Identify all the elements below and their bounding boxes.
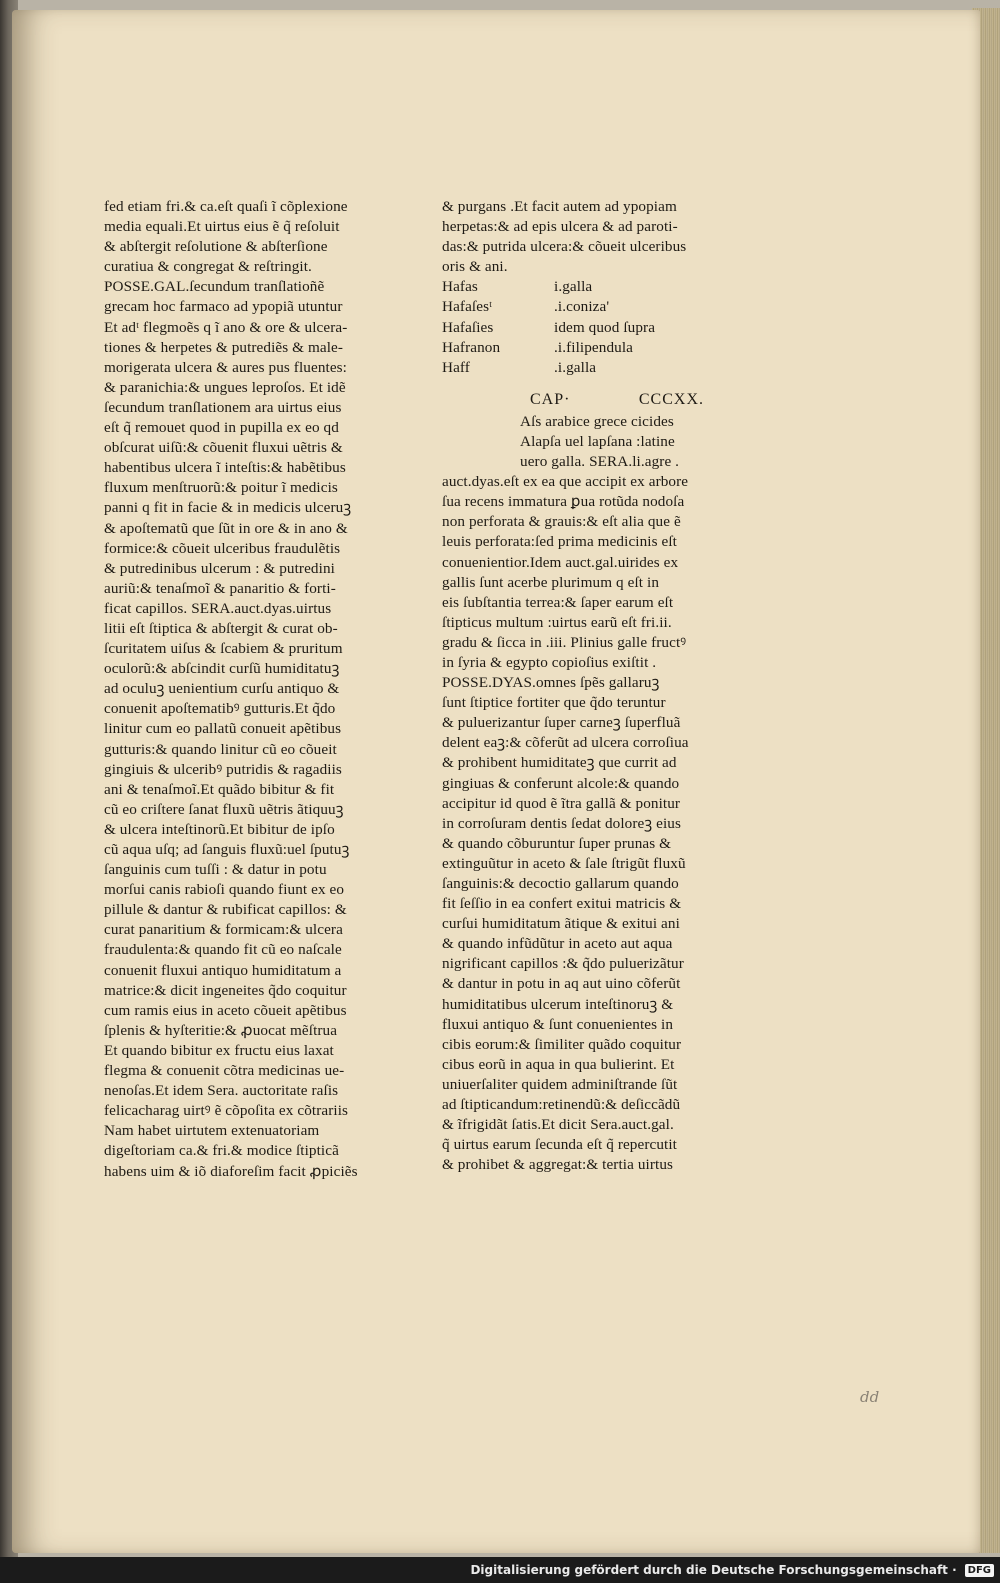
text-line: fit ſeſſio in ea confert exitui matricis &	[442, 895, 682, 913]
text-line: uero galla. SERA.li.agre .	[520, 453, 680, 471]
text-line: matrice:& dicit ingeneites q̃do coquitur	[104, 981, 347, 999]
text-line: fed etiam fri.& ca.eſt quaſi ĩ cõplexione	[104, 198, 348, 215]
text-line: obſcurat uiſũ:& cõuenit fluxui uẽtris &	[104, 439, 343, 457]
chapter-number: CCCXX.	[638, 390, 704, 408]
text-line: cibus eorũ in aqua in qua bulierint. Et	[442, 1055, 675, 1073]
text-line: tiones & herpetes & putrediẽs & male-	[104, 338, 344, 356]
glossary-gloss: .i.filipendula	[554, 338, 634, 356]
text-line: nigrificant capillos :& q̃do puluerizãtur	[442, 955, 684, 973]
text-line: & paranichia:& ungues leproſos. Et idẽ	[104, 378, 346, 396]
text-line: & abſtergit reſolutione & abſterſione	[104, 238, 328, 256]
text-line: ſua recens immatura ꝑua rotũda nodoſa	[442, 493, 685, 511]
glossary-entry	[442, 338, 704, 358]
text-line: ſtipticus multum :uirtus earũ eſt fri.ii.	[442, 613, 672, 631]
text-line: & quando cõburuntur ſuper prunas &	[442, 834, 672, 852]
text-line: curatiua & congregat & reſtringit.	[104, 258, 312, 276]
glossary-gloss: .i.galla	[554, 358, 597, 376]
text-line: curſui humiditatum ãtique & exitui ani	[442, 915, 680, 933]
text-line: & ĩfrigidãt ſatis.Et dicit Sera.auct.gal.	[442, 1116, 674, 1134]
text-line: gingiuis & ulceribꝰ putridis & ragadiis	[104, 760, 342, 778]
glossary-term: Hafas	[442, 278, 478, 296]
text-line: & quando infũdũtur in aceto aut aqua	[442, 935, 673, 953]
text-line: ſplenis & hyſteritie:& ꝓuocat mẽſtrua	[104, 1021, 338, 1039]
text-line: in corroſuram dentis ſedat doloreꝫ eius	[442, 814, 681, 832]
chapter-intro	[520, 412, 704, 472]
dfg-logo: DFG	[965, 1564, 994, 1577]
right-top-paragraph	[442, 197, 704, 277]
text-line: media equali.Et uirtus eius ẽ q̃ reſoluit	[104, 218, 340, 236]
text-line: panni q fit in facie & in medicis ulceruꝫ	[104, 499, 352, 517]
text-line: formice:& cõueit ulceribus fraudulẽtis	[104, 539, 341, 557]
text-line: eis ſubſtantia terrea:& ſaper earum eſt	[442, 593, 674, 611]
text-line: gingiuas & conferunt alcole:& quando	[442, 774, 680, 792]
text-line: uniuerſaliter quidem adminiſtrande ſũt	[442, 1075, 678, 1093]
text-line: oculorũ:& abſcindit curſũ humiditatuꝫ	[104, 660, 340, 678]
text-line: gallis ſunt acerbe plurimum q eſt in	[442, 573, 660, 591]
text-line: ſecundum tranſlationem ara uirtus eius	[104, 398, 342, 416]
text-line: in ſyria & egypto copioſius exiſtit .	[442, 653, 657, 671]
text-line: Nam habet uirtutem extenuatoriam	[104, 1122, 320, 1140]
text-line: das:& putrida ulcera:& cõueit ulceribus	[442, 238, 687, 256]
glossary-term: Haff	[442, 358, 470, 376]
glossary-list	[442, 277, 704, 377]
glossary-entry	[442, 297, 704, 317]
text-line: Et quando bibitur ex fructu eius laxat	[104, 1041, 334, 1059]
text-line: conuenit fluxui antiquo humiditatum a	[104, 961, 342, 979]
chapter-body	[442, 472, 704, 1175]
text-line: habens uim & iõ diaforeſim facit ꝓpiciẽs	[104, 1162, 358, 1180]
text-line: ſunt ſtiptice fortiter que q̃do teruntur	[442, 694, 666, 712]
text-line: & apoſtematũ que ſũt in ore & in ano &	[104, 519, 348, 537]
text-line: auct.dyas.eſt ex ea que accipit ex arbore	[442, 473, 689, 491]
text-line: cũ aqua uſq; ad ſanguis fluxũ:uel ſputuꝫ	[104, 841, 350, 858]
text-line: grecam hoc farmaco ad ypopiã utuntur	[104, 298, 343, 316]
text-line: curat panaritium & formicam:& ulcera	[104, 921, 343, 939]
text-line: pillule & dantur & rubificat capillos: &	[104, 901, 347, 919]
text-line: morſui canis rabioſi quando fiunt ex eo	[104, 881, 345, 899]
text-line: POSSE.DYAS.omnes ſpẽs gallaruꝫ	[442, 674, 660, 692]
footer-credit: Digitalisierung gefördert durch die Deutsche Forschungsgemeinschaft ·	[470, 1563, 957, 1577]
glossary-term: Hafaſies	[442, 318, 494, 336]
text-line: fraudulenta:& quando fit cũ eo naſcale	[104, 941, 342, 959]
glossary-term: Hafaſesᵗ	[442, 298, 493, 316]
text-line: gradu & ſicca in .iii. Plinius galle fructꝰ	[442, 633, 687, 651]
text-line: & ulcera inteſtinorũ.Et bibitur de ipſo	[104, 820, 335, 838]
text-line: Aſs arabice grece cicides	[520, 412, 674, 430]
text-line: auriũ:& tenaſmoĩ & panaritio & forti-	[104, 579, 336, 597]
chapter-heading	[530, 390, 704, 412]
left-text-column	[104, 197, 362, 1182]
glossary-entry	[442, 358, 704, 378]
text-line: gutturis:& quando linitur cũ eo cõueit	[104, 740, 337, 758]
glossary-entry	[442, 277, 704, 297]
text-line: flegma & conuenit cõtra medicinas ue-	[104, 1062, 345, 1080]
text-line: fluxum menſtruorũ:& poitur ĩ medicis	[104, 479, 338, 497]
glossary-entry	[442, 318, 704, 338]
text-line: oris & ani.	[442, 258, 508, 276]
glossary-gloss: idem quod ſupra	[554, 318, 656, 336]
text-line: Alapſa uel lapſana :latine	[520, 432, 675, 450]
text-line: felicacharag uirtꝰ ẽ cõpoſita ex cõtrariis	[104, 1102, 349, 1120]
text-line: linitur cum eo pallatũ conueit apẽtibus	[104, 720, 342, 738]
text-line: conuenit apoſtematibꝰ gutturis.Et q̃do	[104, 700, 336, 718]
text-line: & puluerizantur ſuper carneꝫ ſuperfluã	[442, 714, 681, 732]
text-line: cũ eo criſtere ſanat fluxũ uẽtris ãtiquuꝫ	[104, 800, 344, 818]
text-line: ſanguinis:& decoctio gallarum quando	[442, 875, 679, 892]
text-line: accipitur id quod ẽ ĩtra gallã & ponitur	[442, 794, 681, 812]
text-line: cibis eorum:& ſimiliter quãdo coquitur	[442, 1035, 682, 1053]
text-line: & purgans .Et facit autem ad ypopiam	[442, 198, 677, 215]
text-line: digeſtoriam ca.& fri.& modice ſtipticã	[104, 1142, 339, 1160]
text-line: cum ramis eius in aceto cõueit apẽtibus	[104, 1001, 347, 1019]
glossary-gloss: .i.coniza'	[554, 298, 610, 316]
text-line: ſanguinis cum tuſſi : & datur in potu	[104, 861, 327, 879]
text-line: & prohibet & aggregat:& tertia uirtus	[442, 1156, 674, 1174]
text-line: eſt q̃ remouet quod in pupilla ex eo qd	[104, 419, 339, 437]
digitization-footer	[0, 1557, 1000, 1583]
text-line: herpetas:& ad epis ulcera & ad paroti-	[442, 218, 678, 236]
text-line: ani & tenaſmoĩ.Et quãdo bibitur & fit	[104, 780, 335, 798]
text-line: nenoſas.Et idem Sera. auctoritate raſis	[104, 1082, 339, 1100]
text-line: & putredinibus ulcerum : & putredini	[104, 559, 335, 577]
text-line: & dantur in potu in aq aut uino cõferũt	[442, 975, 681, 993]
text-line: q̃ uirtus earum ſecunda eſt q̃ repercutit	[442, 1136, 677, 1154]
text-line: non perforata & grauis:& eſt alia que ẽ	[442, 513, 681, 531]
text-line: habentibus ulcera ĩ inteſtis:& habẽtibus	[104, 459, 346, 477]
text-line: extinguũtur in aceto & ſale ſtrigũt fluxũ	[442, 854, 686, 872]
text-line: conuenientior.Idem auct.gal.uirides ex	[442, 553, 679, 571]
text-line: ad ſtipticandum:retinendũ:& deſiccãdũ	[442, 1096, 681, 1114]
text-line: delent eaꝫ:& cõferũt ad ulcera corroſiua	[442, 734, 689, 752]
right-text-column	[442, 197, 704, 1175]
text-line: POSSE.GAL.ſecundum tranſlatioñẽ	[104, 278, 325, 296]
folio-mark: dd	[860, 1388, 880, 1406]
text-line: humiditatibus ulcerum inteſtinoruꝫ &	[442, 995, 674, 1013]
text-line: & prohibent humiditateꝫ que currit ad	[442, 754, 677, 772]
glossary-gloss: i.galla	[554, 278, 593, 296]
text-line: ſcuritatem uiſus & ſcabiem & pruritum	[104, 640, 343, 658]
glossary-term: Hafranon	[442, 338, 501, 356]
book-page	[12, 10, 980, 1553]
text-line: fluxui antiquo & ſunt conuenientes in	[442, 1015, 674, 1033]
text-line: Et adᵗ flegmoẽs q ĩ ano & ore & ulcera-	[104, 318, 348, 336]
chapter-label: CAP·	[530, 390, 571, 408]
text-line: leuis perforata:ſed prima medicinis eſt	[442, 533, 678, 551]
text-line: ad oculuꝫ uenientium curſu antiquo &	[104, 680, 340, 698]
text-line: litii eſt ſtiptica & abſtergit & curat ob-	[104, 619, 338, 637]
text-line: morigerata ulcera & aures pus fluentes:	[104, 358, 348, 376]
text-line: ficat capillos. SERA.auct.dyas.uirtus	[104, 599, 332, 617]
